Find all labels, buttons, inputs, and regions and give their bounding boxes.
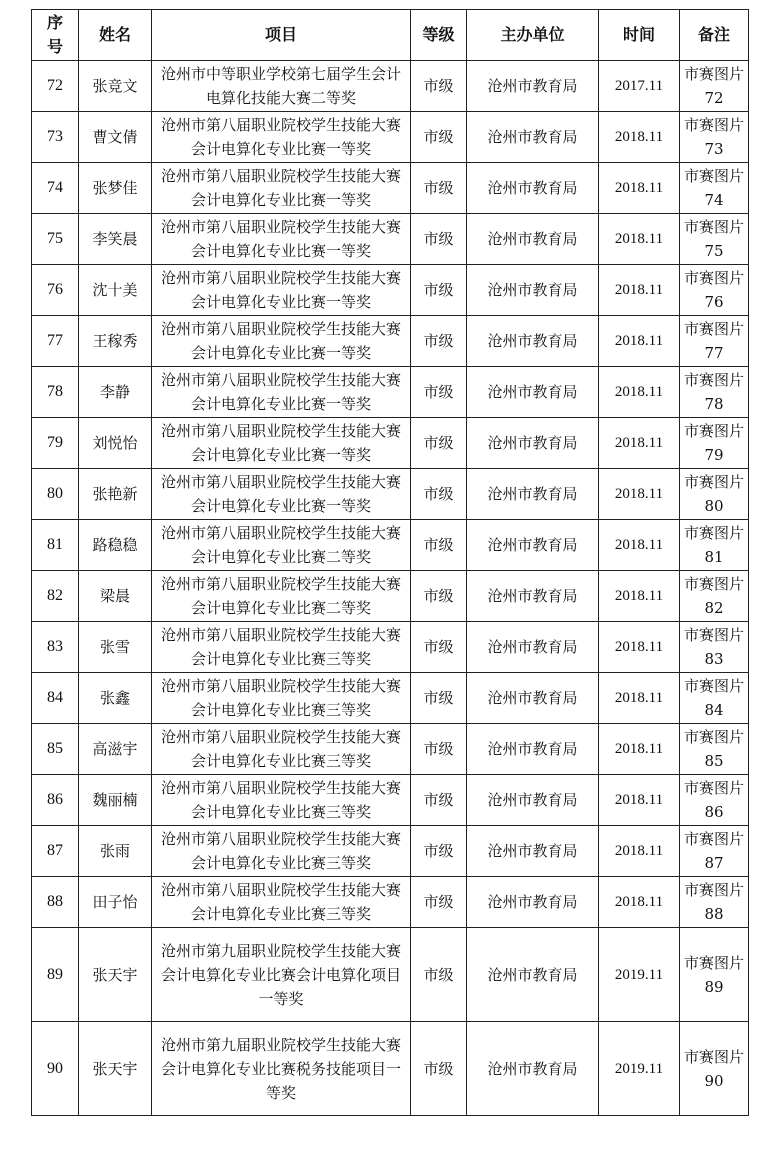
cell-no: 78 xyxy=(32,367,79,418)
cell-org: 沧州市教育局 xyxy=(467,163,599,214)
cell-project: 沧州市第八届职业院校学生技能大赛会计电算化专业比赛二等奖 xyxy=(152,520,411,571)
header-note: 备注 xyxy=(680,10,749,61)
cell-project: 沧州市第九届职业院校学生技能大赛会计电算化专业比赛税务技能项目一等奖 xyxy=(152,1022,411,1116)
cell-note: 市赛图片 86 xyxy=(680,775,749,826)
cell-level: 市级 xyxy=(411,418,467,469)
table-row xyxy=(32,673,749,724)
cell-project: 沧州市第八届职业院校学生技能大赛会计电算化专业比赛三等奖 xyxy=(152,622,411,673)
cell-date: 2018.11 xyxy=(599,571,680,622)
cell-date: 2018.11 xyxy=(599,469,680,520)
cell-no: 73 xyxy=(32,112,79,163)
cell-no: 85 xyxy=(32,724,79,775)
cell-no: 80 xyxy=(32,469,79,520)
header-name: 姓名 xyxy=(79,10,152,61)
cell-name: 田子怡 xyxy=(79,877,152,928)
cell-level: 市级 xyxy=(411,316,467,367)
table-row xyxy=(32,265,749,316)
cell-name: 梁晨 xyxy=(79,571,152,622)
cell-no: 84 xyxy=(32,673,79,724)
cell-no: 74 xyxy=(32,163,79,214)
cell-level: 市级 xyxy=(411,214,467,265)
cell-project: 沧州市第九届职业院校学生技能大赛会计电算化专业比赛会计电算化项目一等奖 xyxy=(152,928,411,1022)
cell-project: 沧州市第八届职业院校学生技能大赛会计电算化专业比赛一等奖 xyxy=(152,418,411,469)
cell-project: 沧州市中等职业学校第七届学生会计电算化技能大赛二等奖 xyxy=(152,61,411,112)
cell-name: 沈十美 xyxy=(79,265,152,316)
cell-date: 2018.11 xyxy=(599,112,680,163)
cell-name: 张天宇 xyxy=(79,928,152,1022)
table-row xyxy=(32,316,749,367)
cell-no: 86 xyxy=(32,775,79,826)
cell-note: 市赛图片 73 xyxy=(680,112,749,163)
header-row xyxy=(32,10,749,61)
cell-name: 路稳稳 xyxy=(79,520,152,571)
table-row xyxy=(32,775,749,826)
cell-org: 沧州市教育局 xyxy=(467,928,599,1022)
cell-level: 市级 xyxy=(411,61,467,112)
cell-date: 2018.11 xyxy=(599,418,680,469)
table-row xyxy=(32,418,749,469)
cell-level: 市级 xyxy=(411,1022,467,1116)
cell-level: 市级 xyxy=(411,724,467,775)
cell-date: 2019.11 xyxy=(599,928,680,1022)
table-body xyxy=(32,61,749,1116)
cell-no: 89 xyxy=(32,928,79,1022)
cell-no: 76 xyxy=(32,265,79,316)
cell-note: 市赛图片 87 xyxy=(680,826,749,877)
cell-org: 沧州市教育局 xyxy=(467,520,599,571)
cell-org: 沧州市教育局 xyxy=(467,724,599,775)
cell-org: 沧州市教育局 xyxy=(467,316,599,367)
cell-date: 2017.11 xyxy=(599,61,680,112)
cell-level: 市级 xyxy=(411,775,467,826)
header-date: 时间 xyxy=(599,10,680,61)
header-org: 主办单位 xyxy=(467,10,599,61)
cell-level: 市级 xyxy=(411,826,467,877)
cell-org: 沧州市教育局 xyxy=(467,61,599,112)
cell-name: 李静 xyxy=(79,367,152,418)
cell-no: 87 xyxy=(32,826,79,877)
cell-date: 2018.11 xyxy=(599,265,680,316)
cell-level: 市级 xyxy=(411,877,467,928)
cell-note: 市赛图片 88 xyxy=(680,877,749,928)
cell-level: 市级 xyxy=(411,673,467,724)
cell-date: 2018.11 xyxy=(599,826,680,877)
cell-org: 沧州市教育局 xyxy=(467,418,599,469)
cell-org: 沧州市教育局 xyxy=(467,826,599,877)
cell-date: 2018.11 xyxy=(599,520,680,571)
cell-date: 2018.11 xyxy=(599,673,680,724)
cell-note: 市赛图片 82 xyxy=(680,571,749,622)
cell-no: 79 xyxy=(32,418,79,469)
cell-name: 曹文倩 xyxy=(79,112,152,163)
cell-project: 沧州市第八届职业院校学生技能大赛会计电算化专业比赛一等奖 xyxy=(152,469,411,520)
header-level: 等级 xyxy=(411,10,467,61)
cell-date: 2018.11 xyxy=(599,775,680,826)
cell-note: 市赛图片 76 xyxy=(680,265,749,316)
cell-org: 沧州市教育局 xyxy=(467,265,599,316)
table-row xyxy=(32,163,749,214)
cell-date: 2018.11 xyxy=(599,724,680,775)
table-row xyxy=(32,61,749,112)
cell-project: 沧州市第八届职业院校学生技能大赛会计电算化专业比赛一等奖 xyxy=(152,163,411,214)
cell-project: 沧州市第八届职业院校学生技能大赛会计电算化专业比赛三等奖 xyxy=(152,775,411,826)
table-row xyxy=(32,826,749,877)
cell-org: 沧州市教育局 xyxy=(467,112,599,163)
table-row xyxy=(32,928,749,1022)
cell-level: 市级 xyxy=(411,571,467,622)
cell-date: 2018.11 xyxy=(599,163,680,214)
cell-level: 市级 xyxy=(411,265,467,316)
cell-no: 77 xyxy=(32,316,79,367)
cell-date: 2018.11 xyxy=(599,367,680,418)
cell-project: 沧州市第八届职业院校学生技能大赛会计电算化专业比赛三等奖 xyxy=(152,724,411,775)
cell-org: 沧州市教育局 xyxy=(467,571,599,622)
cell-note: 市赛图片 85 xyxy=(680,724,749,775)
table-row xyxy=(32,469,749,520)
cell-org: 沧州市教育局 xyxy=(467,877,599,928)
table-row xyxy=(32,112,749,163)
cell-note: 市赛图片 77 xyxy=(680,316,749,367)
cell-project: 沧州市第八届职业院校学生技能大赛会计电算化专业比赛一等奖 xyxy=(152,367,411,418)
cell-note: 市赛图片 81 xyxy=(680,520,749,571)
cell-date: 2018.11 xyxy=(599,622,680,673)
cell-note: 市赛图片 84 xyxy=(680,673,749,724)
cell-org: 沧州市教育局 xyxy=(467,214,599,265)
cell-no: 88 xyxy=(32,877,79,928)
cell-note: 市赛图片 75 xyxy=(680,214,749,265)
table-row xyxy=(32,571,749,622)
table-row xyxy=(32,622,749,673)
cell-name: 张竞文 xyxy=(79,61,152,112)
cell-date: 2018.11 xyxy=(599,877,680,928)
cell-note: 市赛图片 83 xyxy=(680,622,749,673)
cell-project: 沧州市第八届职业院校学生技能大赛会计电算化专业比赛一等奖 xyxy=(152,265,411,316)
cell-org: 沧州市教育局 xyxy=(467,469,599,520)
cell-project: 沧州市第八届职业院校学生技能大赛会计电算化专业比赛三等奖 xyxy=(152,673,411,724)
table-row xyxy=(32,877,749,928)
cell-level: 市级 xyxy=(411,112,467,163)
cell-note: 市赛图片 74 xyxy=(680,163,749,214)
table-row xyxy=(32,1022,749,1116)
cell-no: 81 xyxy=(32,520,79,571)
cell-date: 2018.11 xyxy=(599,316,680,367)
cell-no: 82 xyxy=(32,571,79,622)
cell-org: 沧州市教育局 xyxy=(467,775,599,826)
cell-note: 市赛图片 89 xyxy=(680,928,749,1022)
cell-note: 市赛图片 79 xyxy=(680,418,749,469)
cell-project: 沧州市第八届职业院校学生技能大赛会计电算化专业比赛二等奖 xyxy=(152,571,411,622)
cell-name: 王稼秀 xyxy=(79,316,152,367)
cell-date: 2018.11 xyxy=(599,214,680,265)
cell-project: 沧州市第八届职业院校学生技能大赛会计电算化专业比赛一等奖 xyxy=(152,316,411,367)
cell-note: 市赛图片 78 xyxy=(680,367,749,418)
cell-name: 李笑晨 xyxy=(79,214,152,265)
table-row xyxy=(32,214,749,265)
cell-org: 沧州市教育局 xyxy=(467,367,599,418)
cell-project: 沧州市第八届职业院校学生技能大赛会计电算化专业比赛一等奖 xyxy=(152,112,411,163)
cell-level: 市级 xyxy=(411,163,467,214)
cell-org: 沧州市教育局 xyxy=(467,673,599,724)
cell-name: 张雪 xyxy=(79,622,152,673)
cell-level: 市级 xyxy=(411,520,467,571)
cell-date: 2019.11 xyxy=(599,1022,680,1116)
cell-no: 83 xyxy=(32,622,79,673)
cell-no: 90 xyxy=(32,1022,79,1116)
cell-org: 沧州市教育局 xyxy=(467,1022,599,1116)
awards-table xyxy=(31,9,749,1116)
cell-note: 市赛图片 90 xyxy=(680,1022,749,1116)
cell-name: 张雨 xyxy=(79,826,152,877)
header-no: 序号 xyxy=(32,10,79,61)
cell-name: 刘悦怡 xyxy=(79,418,152,469)
cell-name: 张天宇 xyxy=(79,1022,152,1116)
cell-note: 市赛图片 72 xyxy=(680,61,749,112)
cell-note: 市赛图片 80 xyxy=(680,469,749,520)
cell-project: 沧州市第八届职业院校学生技能大赛会计电算化专业比赛一等奖 xyxy=(152,214,411,265)
cell-project: 沧州市第八届职业院校学生技能大赛会计电算化专业比赛三等奖 xyxy=(152,826,411,877)
cell-project: 沧州市第八届职业院校学生技能大赛会计电算化专业比赛三等奖 xyxy=(152,877,411,928)
cell-level: 市级 xyxy=(411,367,467,418)
table-header xyxy=(32,10,749,61)
cell-name: 高滋宇 xyxy=(79,724,152,775)
cell-level: 市级 xyxy=(411,469,467,520)
table-row xyxy=(32,367,749,418)
table-row xyxy=(32,520,749,571)
cell-level: 市级 xyxy=(411,622,467,673)
cell-org: 沧州市教育局 xyxy=(467,622,599,673)
header-project: 项目 xyxy=(152,10,411,61)
cell-name: 魏丽楠 xyxy=(79,775,152,826)
cell-no: 75 xyxy=(32,214,79,265)
cell-name: 张艳新 xyxy=(79,469,152,520)
table-row xyxy=(32,724,749,775)
cell-level: 市级 xyxy=(411,928,467,1022)
cell-name: 张梦佳 xyxy=(79,163,152,214)
cell-no: 72 xyxy=(32,61,79,112)
cell-name: 张鑫 xyxy=(79,673,152,724)
